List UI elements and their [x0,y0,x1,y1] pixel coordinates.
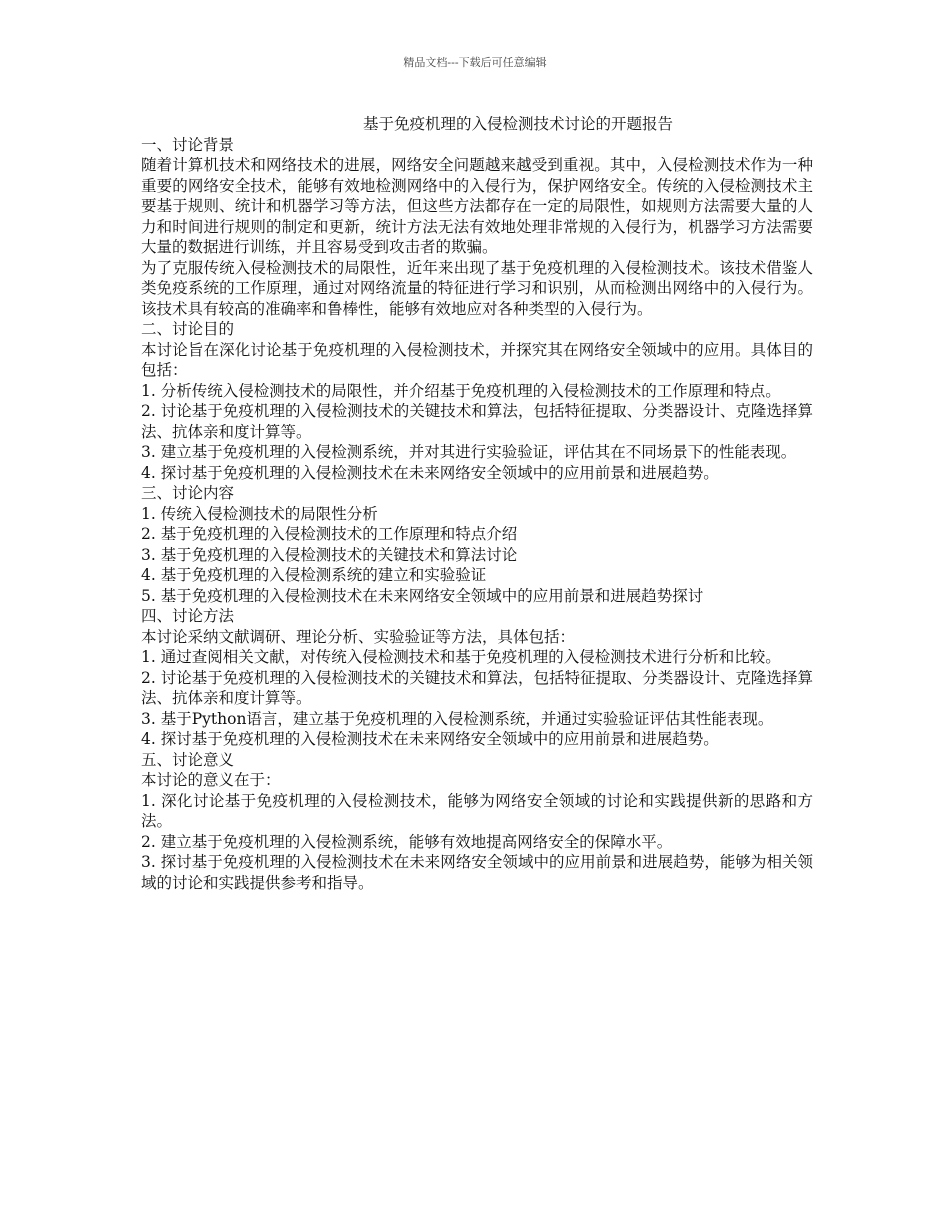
list-item: 2. 讨论基于免疫机理的入侵检测技术的关键技术和算法，包括特征提取、分类器设计、克隆选择算法、抗体亲和度计算等。 [141,668,814,707]
page-header: 精品文档---下载后可任意编辑 [403,56,547,69]
document-title: 基于免疫机理的入侵检测技术讨论的开题报告 [363,115,674,133]
list-item: 2. 基于免疫机理的入侵检测技术的工作原理和特点介绍 [141,525,518,543]
list-item: 2. 建立基于免疫机理的入侵检测系统，能够有效地提高网络安全的保障水平。 [141,832,673,851]
paragraph-method-intro: 本讨论采纳文献调研、理论分析、实验验证等方法，具体包括： [141,627,576,646]
list-item: 4. 探讨基于免疫机理的入侵检测技术在未来网络安全领域中的应用前景和进展趋势。 [141,730,719,748]
section-heading-significance: 五、讨论意义 [141,750,235,769]
list-item: 2. 讨论基于免疫机理的入侵检测技术的关键技术和算法，包括特征提取、分类器设计、克隆选择算法、抗体亲和度计算等。 [141,402,814,441]
list-item: 3. 探讨基于免疫机理的入侵检测技术在未来网络安全领域中的应用前景和进展趋势，能够为相关领域的讨论和实践提供参考和指导。 [141,853,814,892]
section-heading-purpose: 二、讨论目的 [141,320,235,338]
list-item: 1. 分析传统入侵检测技术的局限性，并介绍基于免疫机理的入侵检测技术的工作原理和特点。 [141,381,781,400]
list-item: 5. 基于免疫机理的入侵检测技术在未来网络安全领域中的应用前景和进展趋势探讨 [141,586,704,605]
paragraph-significance-intro: 本讨论的意义在于： [141,771,281,789]
list-item: 3. 基于免疫机理的入侵检测技术的关键技术和算法讨论 [141,545,518,564]
paragraph-purpose-intro: 本讨论旨在深化讨论基于免疫机理的入侵检测技术，并探究其在网络安全领域中的应用。具体目的包括： [141,340,813,379]
list-item: 4. 基于免疫机理的入侵检测系统的建立和实验验证 [141,566,487,584]
list-item: 1. 传统入侵检测技术的局限性分析 [141,504,378,523]
list-item: 1. 深化讨论基于免疫机理的入侵检测技术，能够为网络安全领域的讨论和实践提供新的思路和方法。 [141,791,813,830]
paragraph-background-2: 为了克服传统入侵检测技术的局限性，近年来出现了基于免疫机理的入侵检测技术。该技术借鉴人类免疫系统的工作原理，通过对网络流量的特征进行学习和识别，从而检测出网络中的入侵行为。该技术具有较高的准确率和鲁棒性，能够有效地应对各种类型的入侵行为。 [141,258,813,318]
section-heading-content: 三、讨论内容 [141,484,235,502]
paragraph-background-1: 随着计算机技术和网络技术的进展，网络安全问题越来越受到重视。其中，入侵检测技术作为一种重要的网络安全技术，能够有效地检测网络中的入侵行为，保护网络安全。传统的入侵检测技术主要基于规则、统计和机器学习等方法，但这些方法都存在一定的局限性，如规则方法需要大量的人力和时间进行规则的制定和更新，统计方法无法有效地处理非常规的入侵行为，机器学习方法需要大量的数据进行训练，并且容易受到攻击者的欺骗。 [141,156,813,256]
document-body [141,114,813,893]
list-item: 3. 建立基于免疫机理的入侵检测系统，并对其进行实验验证，评估其在不同场景下的性能表现。 [141,443,797,461]
list-item: 3. 基于Python语言，建立基于免疫机理的入侵检测系统，并通过实验验证评估其性能表现。 [141,709,774,728]
section-heading-method: 四、讨论方法 [141,607,235,625]
section-heading-background: 一、讨论背景 [141,135,235,154]
list-item: 1. 通过查阅相关文献，对传统入侵检测技术和基于免疫机理的入侵检测技术进行分析和比较。 [141,648,781,666]
list-item: 4. 探讨基于免疫机理的入侵检测技术在未来网络安全领域中的应用前景和进展趋势。 [141,463,719,482]
